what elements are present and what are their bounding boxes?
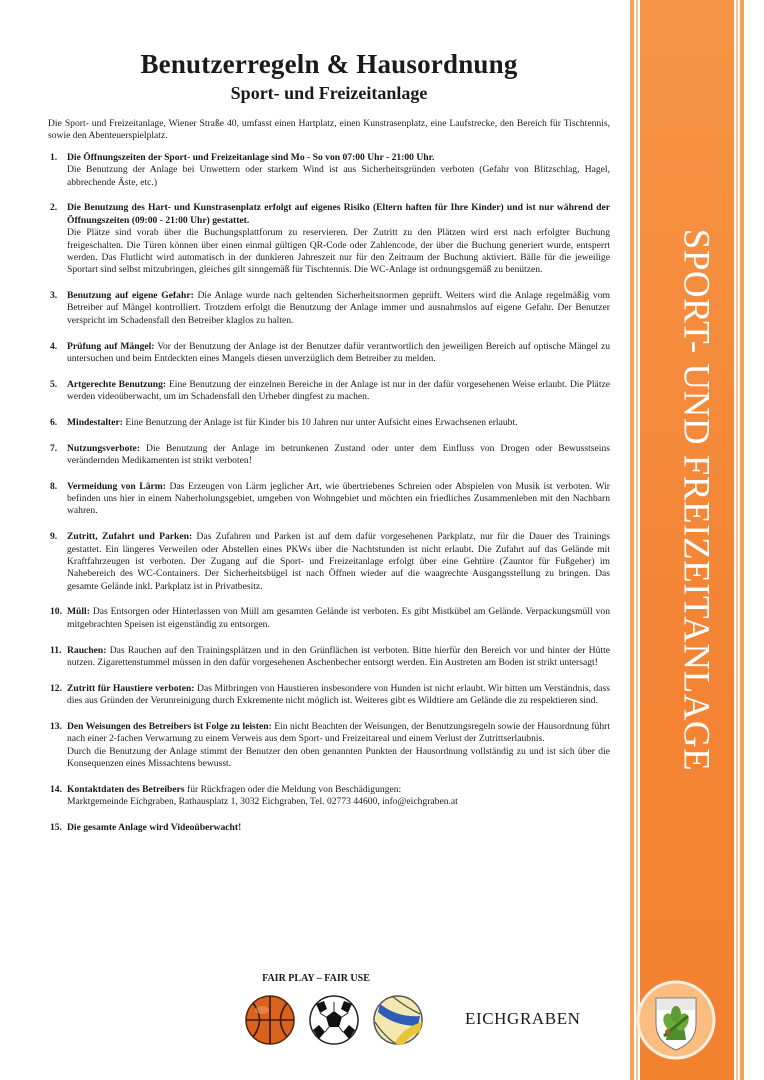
rule-number: 5. [50, 378, 58, 390]
side-stripe-left [630, 0, 634, 1080]
rule-item [48, 290, 610, 327]
rule-body [67, 152, 610, 164]
rule-item [48, 683, 610, 708]
rule-body [67, 822, 610, 834]
rule-body [67, 379, 610, 404]
soccer-ball-icon [310, 996, 358, 1044]
rule-text: Eine Benutzung der einzelnen Bereiche in der Anlage ist nur in der dafür vorgesehenen Weise erlaubt. Die Plätze werden videoüberwacht, um im Schadensfall den Urheber dingfest zu machen. [67, 378, 610, 403]
rule-text: Das Erzeugen von Lärm jeglicher Art, wie übertriebenes Schreien oder Abspielen von Musik ist verboten. Wir befinden uns hier in einem Naherholungsgebiet, umgeben von Wohngebiet und möchten ein friedliches Zusammenleben mit den Nachbarn wahren. [67, 480, 611, 517]
rule-extra: Die Benutzung der Anlage bei Unwettern oder starkem Wind ist aus Sicherheitsgründen verboten (Gefahr von Blitzschlag, Hagel, abbrechende Äste, etc.) [67, 164, 610, 188]
rule-number: 10. [50, 606, 62, 618]
rule-number: 12. [50, 682, 62, 694]
rules-list [48, 152, 610, 834]
rule-lead: Die Benutzung des Hart- und Kunstrasenplatz erfolgt auf eigenes Risiko (Eltern haften für Ihre Kinder) und ist nur während der Öffnungszeiten (09:00 - 21:00 Uhr) gestattet. [67, 202, 610, 226]
rule-item [48, 481, 610, 518]
main-content [48, 48, 610, 848]
rule-lead: Mindestalter: [67, 416, 123, 428]
rule-number: 7. [50, 442, 58, 454]
rule-number: 8. [50, 480, 58, 492]
rule-number: 14. [50, 783, 62, 795]
rule-item [48, 443, 610, 468]
rule-extra: Marktgemeinde Eichgraben, Rathausplatz 1, 3032 Eichgraben, Tel. 02773 44600, info@eichgraben.at [67, 796, 458, 808]
page-title: Benutzerregeln & Hausordnung [140, 49, 518, 79]
rule-body [67, 645, 610, 670]
rule-lead: Müll: [67, 606, 90, 618]
fair-play-caption: FAIR PLAY – FAIR USE [262, 973, 370, 984]
rule-body [67, 531, 610, 593]
rule-lead: Artgerechte Benutzung: [67, 378, 167, 390]
rule-lead: Kontaktdaten des Betreibers [67, 783, 185, 795]
sports-balls [244, 992, 424, 1048]
rule-item [48, 152, 610, 189]
rule-body [67, 417, 610, 429]
rule-body [67, 481, 610, 518]
volleyball-icon [374, 996, 422, 1045]
rule-text: Das Entsorgen oder Hinterlassen von Müll am gesamten Gelände ist verboten. Es gibt Mistkübel am Gelände. Verpackungsmüll von mitgebrachten Speisen ist eigenständig zu entsorgen. [67, 606, 610, 630]
rule-body [67, 341, 610, 366]
rule-item [48, 417, 610, 429]
rule-number: 6. [50, 416, 58, 428]
rule-lead: Zutritt, Zufahrt und Parken: [67, 531, 193, 543]
basketball-icon [246, 996, 294, 1044]
rule-text: Das Mitbringen von Haustieren insbesondere von Hunden ist nicht erlaubt. Wir bitten um Verständnis, dass dies aus Gründen der Verunreinigung durch Exkremente nicht möglich ist. Weiteres gibt es Wildtiere am Gelände die zu respektieren sind. [67, 682, 610, 707]
rule-number: 11. [50, 644, 62, 656]
rule-body [67, 290, 610, 327]
rule-lead: Benutzung auf eigene Gefahr: [67, 290, 194, 302]
rule-lead: Rauchen: [67, 644, 107, 656]
side-stripe-left-thin [636, 0, 638, 1080]
rule-body [67, 784, 610, 796]
rule-text: für Rückfragen oder die Meldung von Beschädigungen: [184, 783, 402, 795]
side-banner-text-wrap [676, 140, 716, 860]
rule-number: 15. [50, 821, 62, 833]
rule-body [67, 606, 610, 631]
rule-body [67, 721, 610, 746]
rule-extra: Die Plätze sind vorab über die Buchungsplattforum zu reservieren. Der Zutritt zu den Plätzen wird erst nach erfolgter Buchung freigeschalten. Die Türen können über einen einmal gültigen QR-Code oder Zahlencode, der über die Buchung generiert wurde, entsperrt werden. Das Flutlicht wird automatisch in der dunkleren Jahreszeit nur für den Zeitraum der Buchung aktiviert. Bälle für die jeweilige Sportart sind selbst mitzubringen, gleiches gilt sinngemäß für Tischtennis. Die WC-Anlage ist ordnungsgemäß zu benützen. [67, 227, 610, 276]
rule-item [48, 822, 610, 834]
rule-item [48, 721, 610, 771]
rule-body [67, 683, 610, 708]
rule-number: 2. [50, 202, 58, 214]
rule-body [67, 202, 610, 227]
intro-text: Die Sport- und Freizeitanlage, Wiener Straße 40, umfasst einen Hartplatz, einen Kunstrasenplatz, eine Laufstrecke, den Bereich für Tischtennis, sowie den Abenteuerspielplatz. [48, 118, 610, 142]
rule-number: 9. [50, 531, 58, 543]
rule-item [48, 531, 610, 593]
rule-text: Das Zufahren und Parken ist auf dem dafür vorgesehenen Parkplatz, nur für die Dauer des Trainings gestattet. Ein längeres Verweilen oder Abstellen eines PKWs über die Nachtstunden ist nicht erlaubt. Die Zufahrt auf das Gelände mit Kraftfahrzeugen ist verboten. Der Zugang auf die Sport- und Freizeitanlage erfolgt über eine Gehtüre (Zauntor für Fußgeher) im Nahebereich des WC-Containers. Der Sicherheitsbügel ist nach Öffnen wieder auf die waagrechte Ausgangsstellung zu bringen. Das gesamte Gelände inkl. Parkplatz ist in Privatbesitz. [67, 531, 610, 592]
rule-item [48, 379, 610, 404]
rule-text: Das Rauchen auf den Trainingsplätzen und in den Grünflächen ist verboten. Bitte hierfür den Bereich vor und hinter der Hütte nutzen. Zigarettenstummel müssen in den dafür vorgesehenen Aschenbecher entsorgt werden. Ein Austreten am Boden ist strikt untersagt! [67, 644, 610, 668]
rule-lead: Zutritt für Haustiere verboten: [67, 682, 195, 694]
page-subtitle: Sport- und Freizeitanlage [230, 83, 428, 103]
rule-lead: Den Weisungen des Betreibers ist Folge zu leisten: [67, 720, 272, 732]
rule-lead: Die gesamte Anlage wird Videoüberwacht! [67, 821, 242, 833]
rule-text: Vor der Benutzung der Anlage ist der Benutzer dafür verantwortlich den jeweiligen Bereich auf optische Mängel zu untersuchen und beim Entdeckten eines Mangels diesen unverzüglich dem Betreiber zu melden. [67, 340, 610, 364]
rule-lead: Die Öffnungszeiten der Sport- und Freizeitanlage sind Mo - So von 07:00 Uhr - 21:00 Uhr. [67, 151, 435, 163]
rule-lead: Vermeidung von Lärm: [67, 480, 166, 492]
rule-extra: Durch die Benutzung der Anlage stimmt der Benutzer den oben genannten Punkten der Hausordnung vollständig zu und ist sich über die Konsequenzen eines Missachtens bewusst. [67, 745, 610, 769]
side-banner-text: SPORT- UND FREIZEITANLAGE [675, 228, 717, 772]
rule-lead: Nutzungsverbote: [67, 442, 141, 454]
rule-lead: Prüfung auf Mängel: [67, 340, 155, 352]
rule-body [67, 443, 610, 468]
rule-text: Eine Benutzung der Anlage ist für Kinder bis 10 Jahren nur unter Aufsicht eines Erwachsenen erlaubt. [122, 416, 518, 428]
rule-item [48, 202, 610, 276]
rule-item [48, 645, 610, 670]
rule-text: Die Anlage wurde nach geltenden Sicherheitsnormen geprüft. Weiters wird die Anlage regelmäßig vom Betreiber auf Mängel kontrolliert. Trotzdem erfolgt die Benutzung der Anlage immer und ausnahmslos auf eigene Gefahr. Der Benutzer verspricht im Schadensfall den Betreiber klaglos zu halten. [67, 290, 610, 326]
rule-number: 3. [50, 290, 58, 302]
brand-name: EICHGRABEN [465, 1009, 581, 1028]
rule-number: 4. [50, 340, 58, 352]
rule-number: 13. [50, 720, 62, 732]
rule-item [48, 606, 610, 631]
side-stripe-right-thin [736, 0, 738, 1080]
municipal-crest-icon [636, 980, 716, 1060]
rule-item [48, 784, 610, 809]
rule-text: Die Benutzung der Anlage im betrunkenen Zustand oder unter dem Einfluss von Drogen oder Bewusstseins verändernden Medikamenten ist strikt verboten! [67, 442, 610, 466]
rule-number: 1. [50, 151, 58, 163]
side-stripe-right [740, 0, 744, 1080]
rule-text: Ein nicht Beachten der Weisungen, der Benutzungsregeln sowie der Hausordnung führt nach einer 2-fachen Verwarnung zu einem Verweis aus dem Sport- und Freizeitareal und einem Verlust der Zutrittserlaubnis. [67, 720, 610, 745]
rule-item [48, 341, 610, 366]
